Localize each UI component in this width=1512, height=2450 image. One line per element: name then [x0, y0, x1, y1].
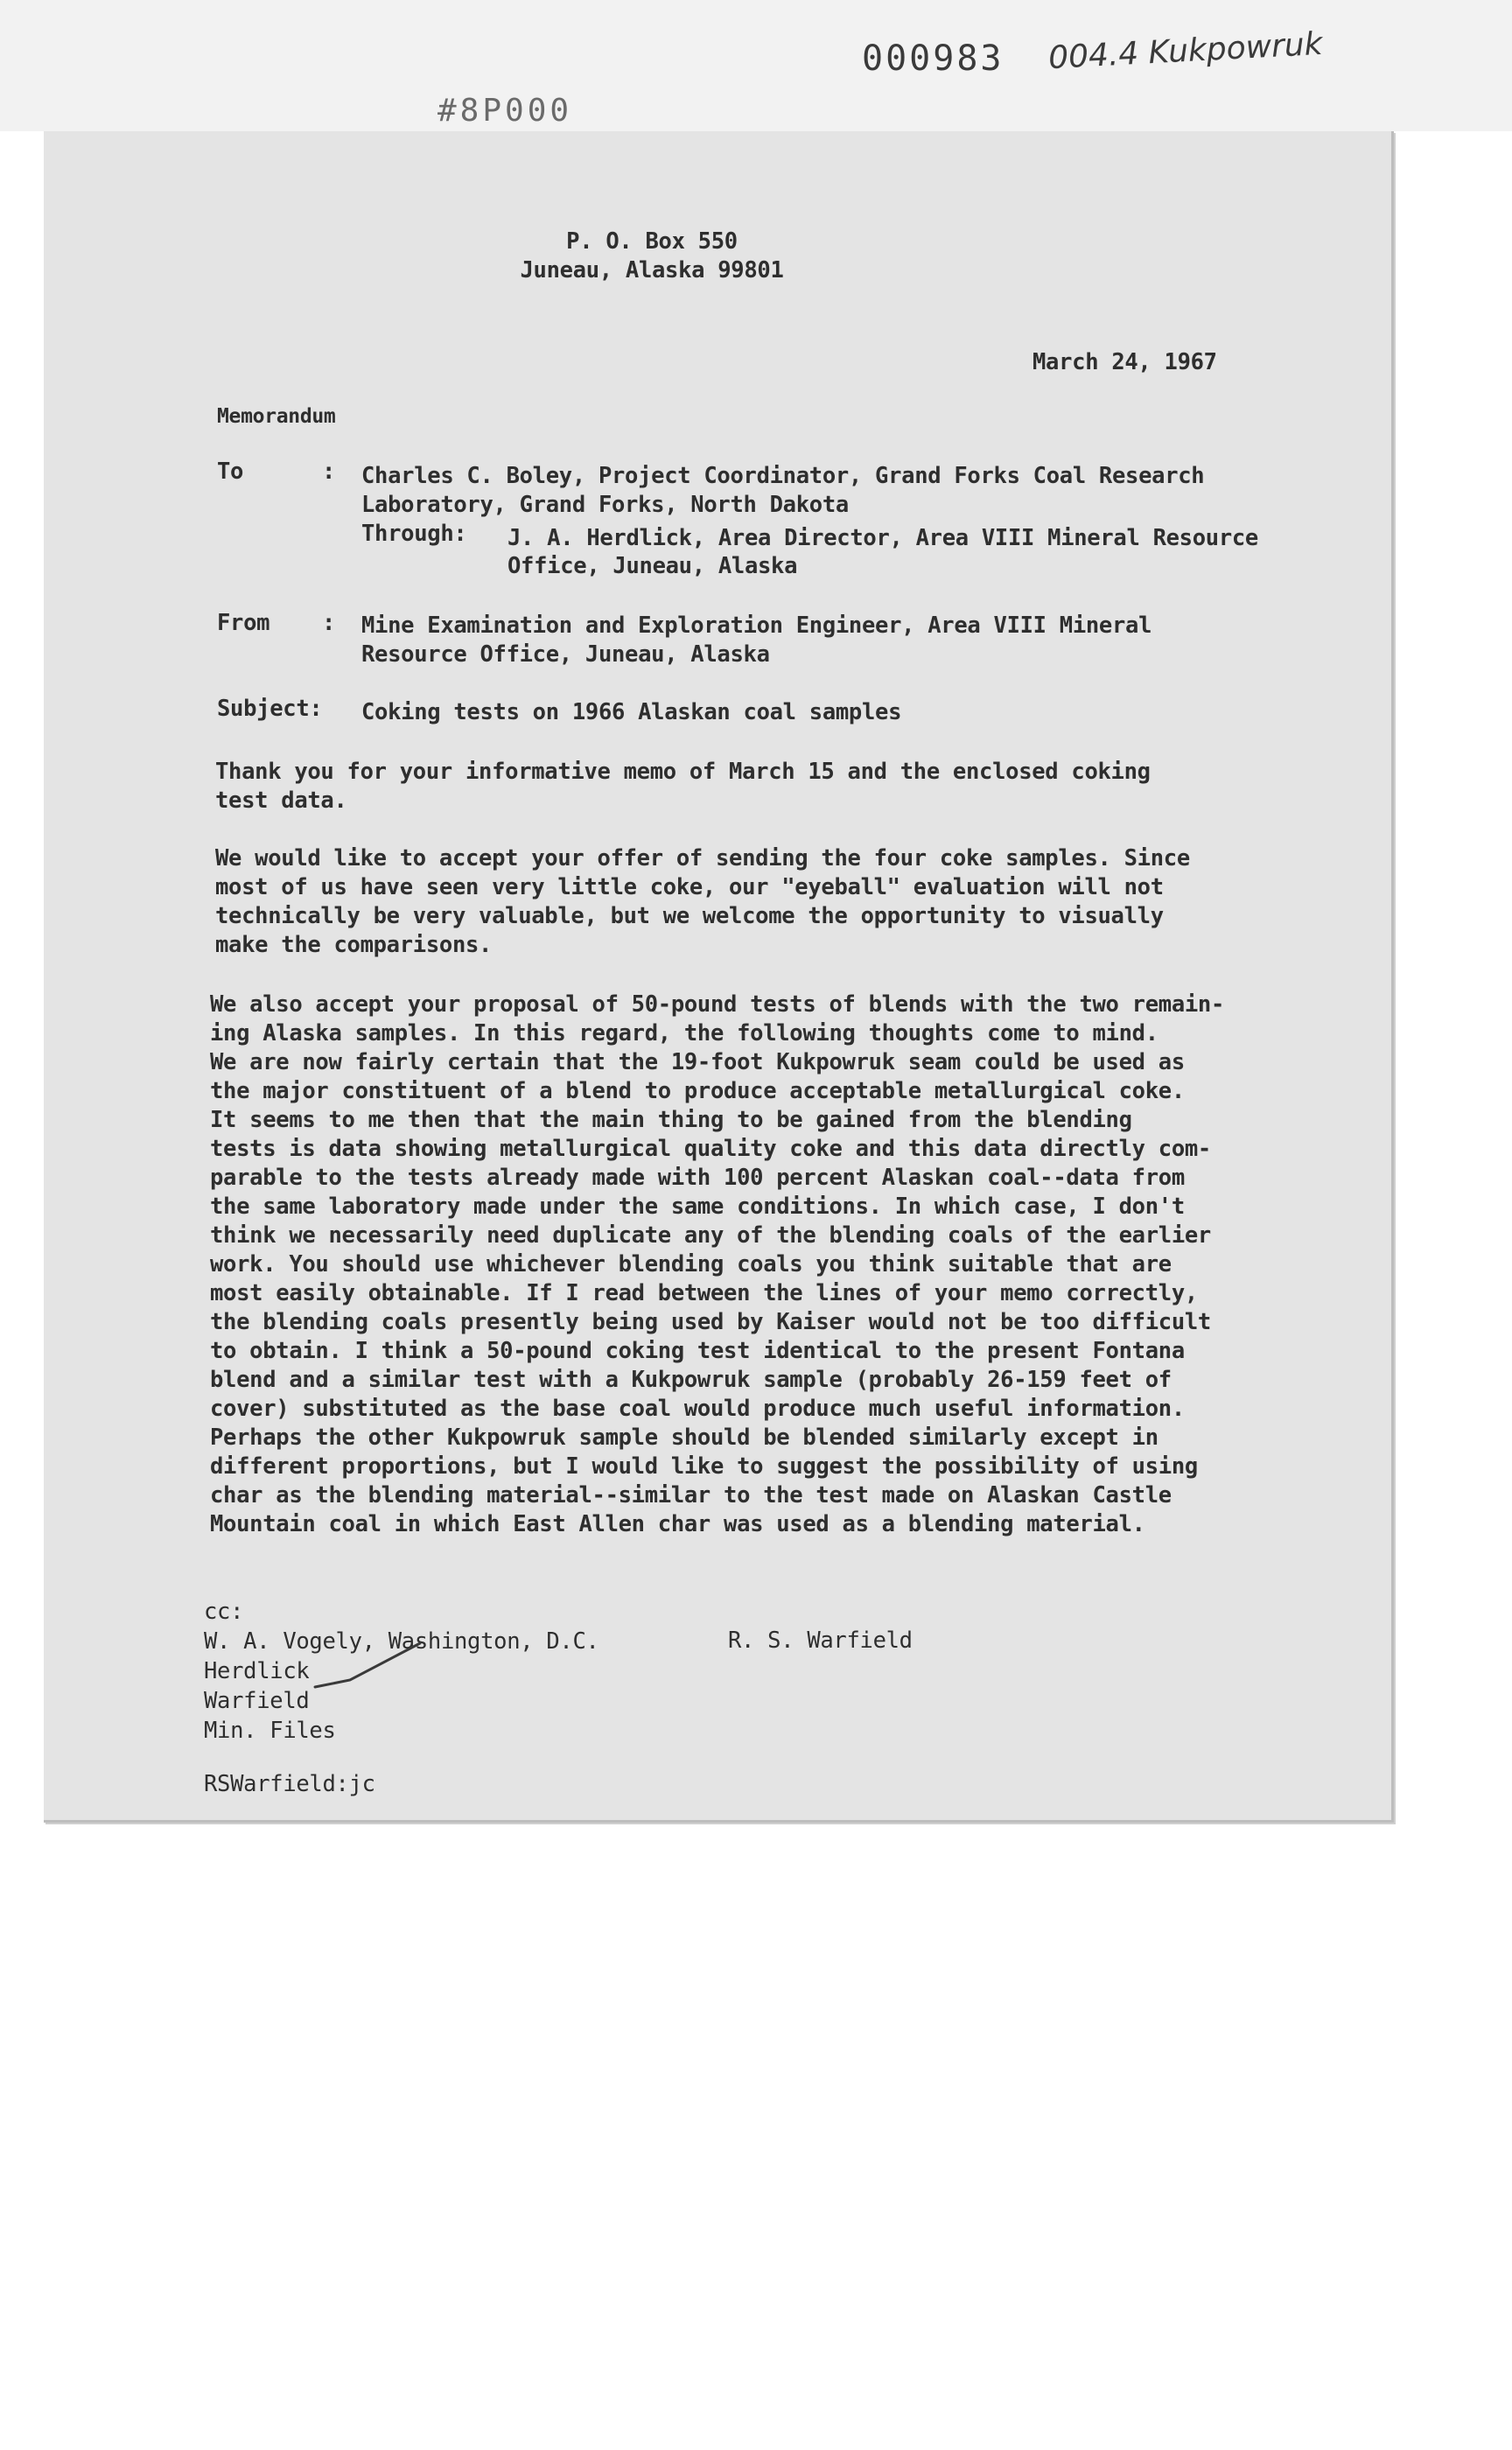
paragraph-line: most easily obtainable. If I read between the lines of your memo correctly, [210, 1280, 1198, 1306]
paragraph-line: test data. [215, 788, 347, 814]
to-line-2: Laboratory, Grand Forks, North Dakota [361, 492, 849, 518]
from-line-1: Mine Examination and Exploration Engineer, Area VIII Mineral [361, 612, 1152, 639]
page-top-margin [0, 0, 1512, 131]
paragraph-line: Perhaps the other Kukpowruk sample should be blended similarly except in [210, 1424, 1158, 1451]
signature-name: R. S. Warfield [728, 1628, 913, 1654]
cc-label: cc: [204, 1599, 244, 1625]
memo-sheet [44, 93, 1394, 1823]
paragraph-line: Mountain coal in which East Allen char was used as a blending material. [210, 1511, 1145, 1537]
through-label: Through: [361, 521, 467, 547]
doc-type: Memorandum [217, 405, 336, 428]
paragraph-line: make the comparisons. [215, 932, 493, 958]
to-colon: : [322, 458, 336, 485]
to-line-1: Charles C. Boley, Project Coordinator, Grand Forks Coal Research [361, 463, 1205, 489]
archive-stamp: #8P000 [438, 93, 573, 129]
paragraph-line: different proportions, but I would like to suggest the possibility of using [210, 1453, 1198, 1480]
file-note-handwritten: 004.4 Kukpowruk [1047, 25, 1324, 77]
paragraph-line: We would like to accept your offer of sending the four coke samples. Since [215, 845, 1190, 872]
address-line-1: P. O. Box 550 [566, 228, 738, 255]
paragraph-line: the same laboratory made under the same conditions. In which case, I don't [210, 1194, 1185, 1220]
paragraph-line: blend and a similar test with a Kukpowruk sample (probably 26-159 feet of [210, 1367, 1172, 1393]
paragraph-line: the blending coals presently being used by Kaiser would not be too difficult [210, 1309, 1211, 1335]
cc-recipient: W. A. Vogely, Washington, D.C. [204, 1628, 599, 1655]
typist-initials: RSWarfield:jc [204, 1771, 375, 1797]
paragraph-line: It seems to me then that the main thing to be gained from the blending [210, 1107, 1132, 1133]
paragraph-line: We also accept your proposal of 50-pound tests of blends with the two remain- [210, 991, 1225, 1018]
body-paragraph-1 [215, 758, 1151, 816]
through-line-2: Office, Juneau, Alaska [508, 553, 798, 579]
address-line-2: Juneau, Alaska 99801 [520, 257, 784, 284]
subject-label: Subject: [217, 696, 323, 722]
paragraph-line: ing Alaska samples. In this regard, the following thoughts come to mind. [210, 1020, 1158, 1046]
body-paragraph-2 [215, 844, 1190, 960]
from-label: From [217, 610, 270, 636]
check-mark-icon [306, 1636, 429, 1698]
from-line-2: Resource Office, Juneau, Alaska [361, 641, 770, 668]
paragraph-line: parable to the tests already made with 100 percent Alaskan coal--data from [210, 1165, 1185, 1191]
cc-recipient: Warfield [204, 1688, 310, 1714]
paragraph-line: Thank you for your informative memo of March 15 and the enclosed coking [215, 759, 1151, 785]
paragraph-line: think we necessarily need duplicate any of the blending coals of the earlier [210, 1222, 1211, 1249]
paragraph-line: to obtain. I think a 50-pound coking test identical to the present Fontana [210, 1338, 1185, 1364]
paragraph-line: work. You should use whichever blending coals you think suitable that are [210, 1251, 1172, 1278]
through-line-1: J. A. Herdlick, Area Director, Area VIII Mineral Resource [508, 525, 1258, 551]
paragraph-line: tests is data showing metallurgical quality coke and this data directly com- [210, 1136, 1211, 1162]
from-colon: : [322, 610, 336, 636]
cc-recipient: Min. Files [204, 1718, 336, 1744]
paragraph-line: most of us have seen very little coke, our "eyeball" evaluation will not [215, 874, 1164, 900]
memo-date: March 24, 1967 [1032, 349, 1217, 375]
paragraph-line: We are now fairly certain that the 19-foot Kukpowruk seam could be used as [210, 1049, 1185, 1075]
cc-recipient: Herdlick [204, 1658, 310, 1684]
body-paragraph-3 [210, 990, 1224, 1539]
paragraph-line: char as the blending material--similar to the test made on Alaskan Castle [210, 1482, 1172, 1508]
to-label: To [217, 458, 244, 485]
paragraph-line: technically be very valuable, but we welcome the opportunity to visually [215, 903, 1164, 929]
subject-text: Coking tests on 1966 Alaskan coal samples [361, 699, 902, 725]
paragraph-line: cover) substituted as the base coal would produce much useful information. [210, 1396, 1185, 1422]
file-number: 000983 [862, 38, 1004, 79]
paragraph-line: the major constituent of a blend to produce acceptable metallurgical coke. [210, 1078, 1185, 1104]
